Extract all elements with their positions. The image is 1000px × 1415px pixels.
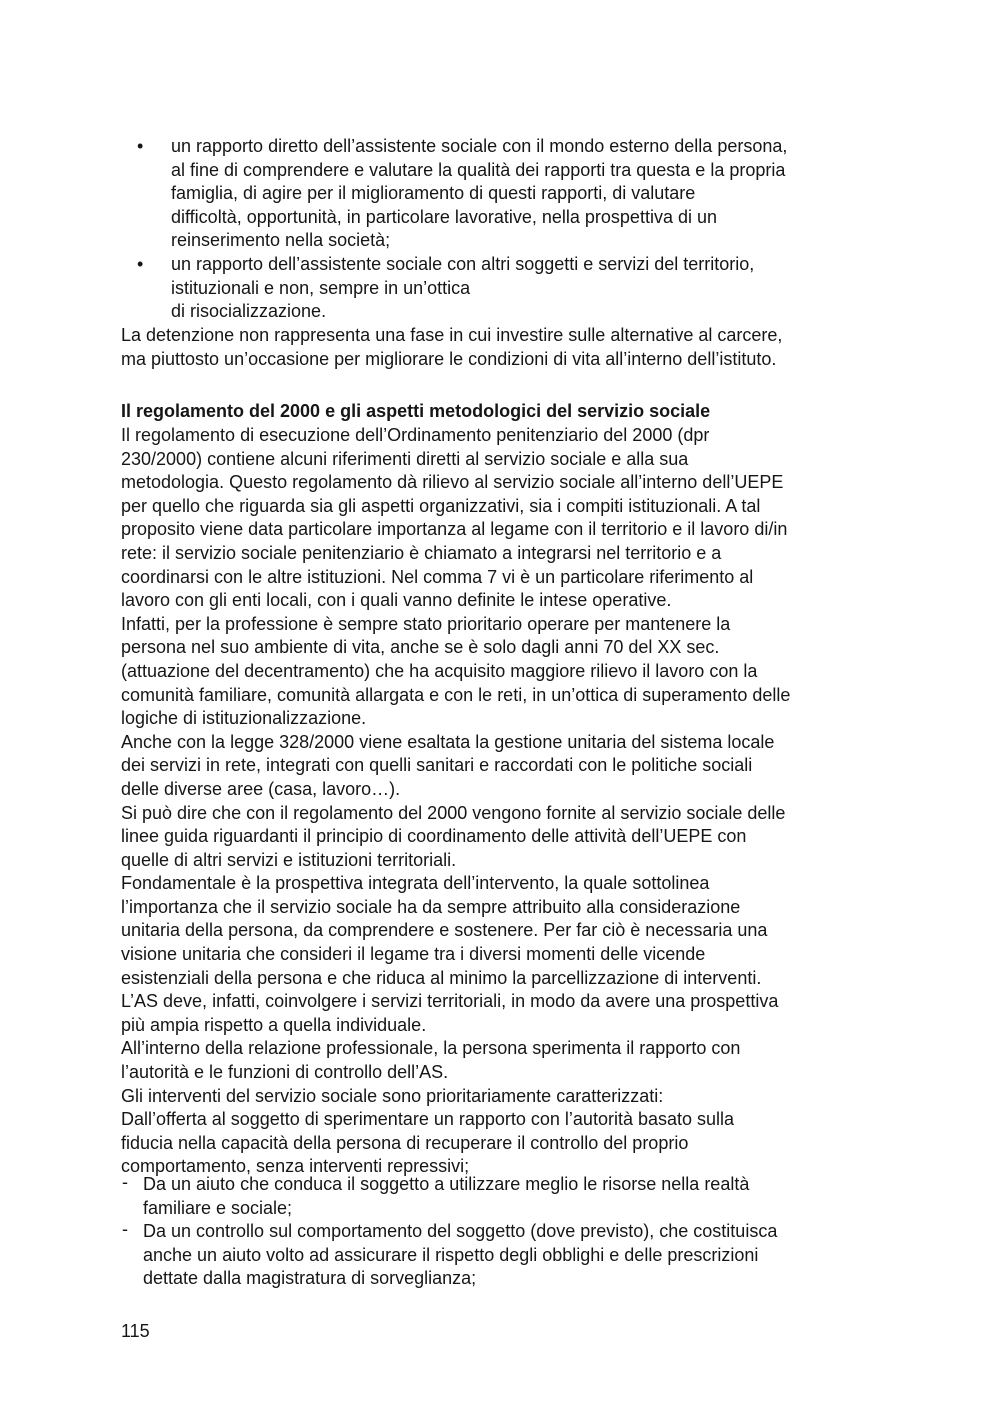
dash-marker: - xyxy=(122,1172,128,1192)
bullet-item xyxy=(121,135,901,253)
text-line: visione unitaria che consideri il legame tra i diversi momenti delle vicende xyxy=(121,944,706,965)
text-line: All’interno della relazione professionale, la persona sperimenta il rapporto con xyxy=(121,1038,741,1059)
text-line: di risocializzazione. xyxy=(171,301,327,322)
text-line: Dall’offerta al soggetto di sperimentare un rapporto con l’autorità basato sulla xyxy=(121,1109,735,1130)
text-line: coordinarsi con le altre istituzioni. Nel comma 7 vi è un particolare riferimento al xyxy=(121,566,754,587)
text-line: comportamento, senza interventi repressivi; xyxy=(121,1156,470,1177)
text-line: Si può dire che con il regolamento del 2000 vengono fornite al servizio sociale delle xyxy=(121,802,786,823)
text-line: quelle di altri servizi e istituzioni territoriali. xyxy=(121,849,457,870)
text-line: Il regolamento di esecuzione dell’Ordinamento penitenziario del 2000 (dpr xyxy=(121,425,710,445)
text-line: metodologia. Questo regolamento dà rilievo al servizio sociale all’interno dell’UEPE xyxy=(121,472,784,493)
text-line: ma piuttosto un’occasione per migliorare le condizioni di vita all’interno dell’istituto. xyxy=(121,348,777,369)
section-heading: Il regolamento del 2000 e gli aspetti metodologici del servizio sociale xyxy=(121,401,711,421)
dash-list xyxy=(121,1173,901,1291)
dash-item xyxy=(121,1220,901,1291)
text-line: familiare e sociale; xyxy=(143,1197,293,1218)
text-line: rete: il servizio sociale penitenziario è chiamato a integrarsi nel territorio e a xyxy=(121,542,722,563)
text-line: l’importanza che il servizio sociale ha da sempre attribuito alla considerazione xyxy=(121,896,741,917)
text-line: persona nel suo ambiente di vita, anche se è solo dagli anni 70 del XX sec. xyxy=(121,637,720,658)
text-line: Da un controllo sul comportamento del soggetto (dove previsto), che costituisca xyxy=(143,1221,778,1242)
text-line: reinserimento nella società; xyxy=(171,230,391,251)
text-line: delle diverse aree (casa, lavoro…). xyxy=(121,778,401,799)
text-line: Infatti, per la professione è sempre stato prioritario operare per mantenere la xyxy=(121,613,731,634)
bullet-list xyxy=(121,135,901,324)
intro-paragraph xyxy=(121,324,921,371)
page-number: 115 xyxy=(121,1321,150,1341)
text-line: L’AS deve, infatti, coinvolgere i servizi territoriali, in modo da avere una prospettiva xyxy=(121,991,779,1012)
text-line: un rapporto dell’assistente sociale con altri soggetti e servizi del territorio, xyxy=(171,253,755,274)
text-line: Fondamentale è la prospettiva integrata dell’intervento, la quale sottolinea xyxy=(121,873,710,894)
text-line: fiducia nella capacità della persona di recuperare il controllo del proprio xyxy=(121,1132,689,1153)
text-line: istituzionali e non, sempre in un’ottica xyxy=(171,277,471,298)
text-line: logiche di istituzionalizzazione. xyxy=(121,708,367,729)
text-line: difficoltà, opportunità, in particolare lavorative, nella prospettiva di un xyxy=(171,206,717,227)
text-line: proposito viene data particolare importanza al legame con il territorio e il lavoro di/in xyxy=(121,519,788,540)
text-line: famiglia, di agire per il miglioramento di questi rapporti, di valutare xyxy=(171,183,696,204)
text-line: linee guida riguardanti il principio di coordinamento delle attività dell’UEPE con xyxy=(121,826,747,847)
dash-marker: - xyxy=(122,1219,128,1240)
text-line: più ampia rispetto a quella individuale. xyxy=(121,1014,427,1035)
text-line: per quello che riguarda sia gli aspetti organizzativi, sia i compiti istituzionali. A tal xyxy=(121,495,761,516)
text-line: 230/2000) contiene alcuni riferimenti diretti al servizio sociale e alla sua xyxy=(121,448,689,469)
text-line: Gli interventi del servizio sociale sono prioritariamente caratterizzati: xyxy=(121,1085,664,1106)
text-line: dettate dalla magistratura di sorveglianza; xyxy=(143,1268,477,1289)
text-line: l’autorità e le funzioni di controllo dell’AS. xyxy=(121,1062,449,1083)
bullet-marker: • xyxy=(137,136,144,156)
text-line: La detenzione non rappresenta una fase in cui investire sulle alternative al carcere, xyxy=(121,325,783,345)
body-text xyxy=(121,424,921,1179)
text-line: Anche con la legge 328/2000 viene esaltata la gestione unitaria del sistema locale xyxy=(121,731,775,752)
text-line: esistenziali della persona e che riduca al minimo la parcellizzazione di interventi. xyxy=(121,967,762,988)
text-line: unitaria della persona, da comprendere e sostenere. Per far ciò è necessaria una xyxy=(121,920,768,941)
text-line: un rapporto diretto dell’assistente sociale con il mondo esterno della persona, xyxy=(171,136,788,156)
text-line: anche un aiuto volto ad assicurare il rispetto degli obblighi e delle prescrizioni xyxy=(143,1244,759,1265)
text-line: comunità familiare, comunità allargata e con le reti, in un’ottica di superamento delle xyxy=(121,684,791,705)
text-line: (attuazione del decentramento) che ha acquisito maggiore rilievo il lavoro con la xyxy=(121,660,758,681)
dash-item xyxy=(121,1173,901,1220)
text-line: al fine di comprendere e valutare la qualità dei rapporti tra questa e la propria xyxy=(171,159,786,180)
text-line: lavoro con gli enti locali, con i quali vanno definite le intese operative. xyxy=(121,590,672,611)
bullet-marker: • xyxy=(137,253,144,274)
text-line: Da un aiuto che conduca il soggetto a utilizzare meglio le risorse nella realtà xyxy=(143,1174,750,1194)
bullet-item xyxy=(121,253,901,324)
text-line: dei servizi in rete, integrati con quelli sanitari e raccordati con le politiche sociali xyxy=(121,755,753,776)
